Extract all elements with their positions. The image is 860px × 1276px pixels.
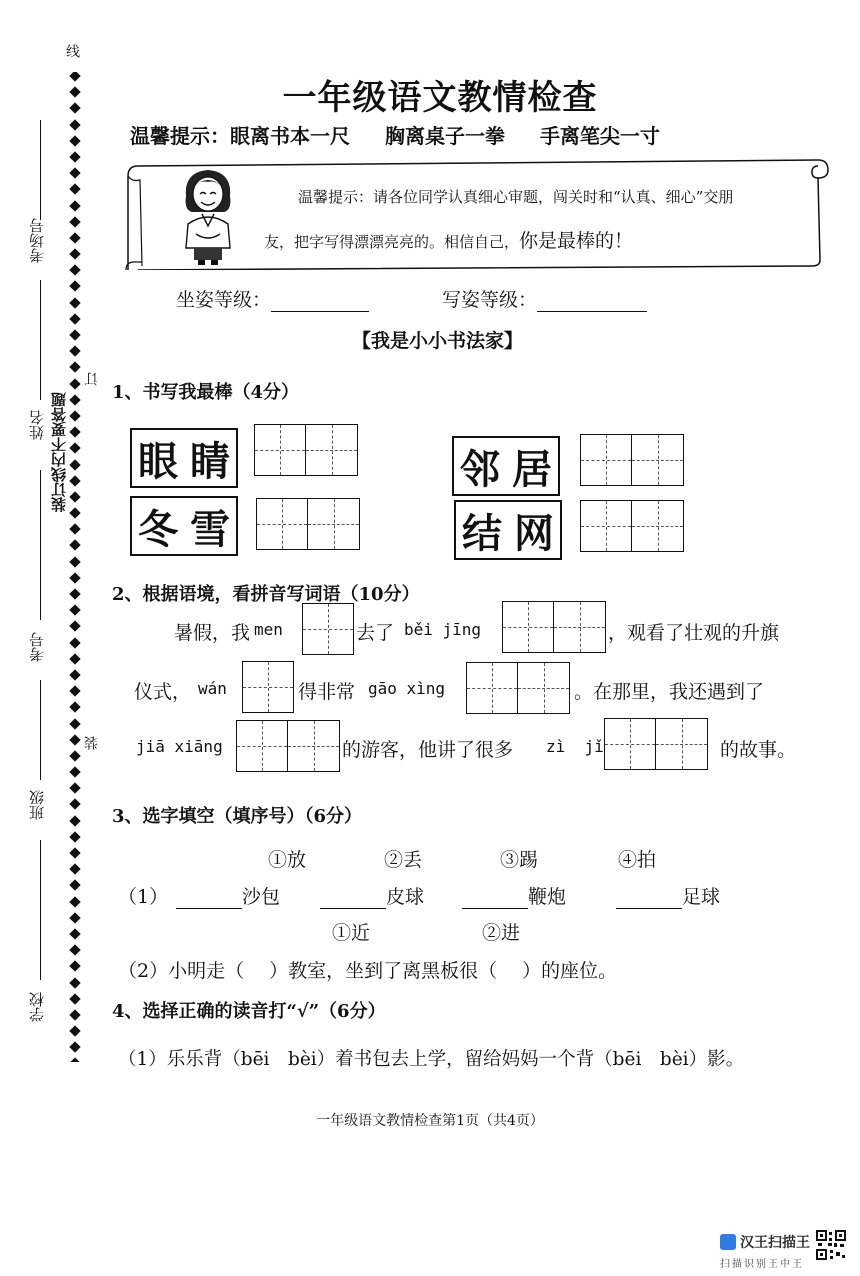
border-diamond <box>69 443 80 454</box>
border-diamond <box>69 119 80 130</box>
q3-option: ②丢 <box>384 849 423 871</box>
q3-option: ④拍 <box>618 849 657 871</box>
border-diamond <box>69 491 80 502</box>
border-diamond <box>69 588 80 599</box>
binding-rule <box>40 680 41 780</box>
border-diamond <box>69 912 80 923</box>
border-diamond <box>69 313 80 324</box>
border-diamond <box>69 475 80 486</box>
q1-title: 1、书写我最棒（4分） <box>112 382 300 403</box>
writing-grid-3[interactable] <box>256 498 360 550</box>
model-word-1 <box>130 428 238 488</box>
binding-rule <box>40 280 41 400</box>
school-label: 学校 <box>28 992 46 1022</box>
border-diamond <box>69 216 80 227</box>
border-diamond <box>69 232 80 243</box>
q4-sentence-1: （1）乐乐背（bēi bèi）着书包去上学，留给妈妈一个背（bēi bèi）影。 <box>118 1049 745 1070</box>
answer-grid-beijing[interactable] <box>502 601 606 653</box>
q3-option: ①放 <box>268 849 307 871</box>
q3-word: 皮球 <box>386 886 425 908</box>
border-diamond <box>69 248 80 259</box>
border-diamond <box>69 265 80 276</box>
border-diamond <box>69 944 80 955</box>
scroll-line-1: 温馨提示：请各位同学认真细心审题，闯关时和“认真、细心”交朋 <box>298 188 734 206</box>
border-diamond <box>69 993 80 1004</box>
q3-word: 足球 <box>682 886 721 908</box>
model-char: 雪 <box>190 505 230 553</box>
border-diamond <box>69 685 80 696</box>
model-word-4 <box>454 500 562 560</box>
exam-no-label: 考号 <box>28 632 46 662</box>
q3-option: ①近 <box>332 922 371 944</box>
border-diamond <box>69 669 80 680</box>
border-diamond <box>69 1058 80 1062</box>
q3-item-1-c <box>462 882 566 909</box>
q3-option: ③踢 <box>500 849 539 871</box>
model-char: 邻 <box>460 445 500 493</box>
binding-ding-mark: 订 <box>84 372 100 386</box>
q3-sentence-2: （2）小明走（ ）教室，坐到了离黑板很（ ）的座位。 <box>118 960 618 982</box>
page-footer: 一年级语文教情检查第1页（共4页） <box>316 1113 544 1129</box>
tianzi-cell[interactable] <box>632 500 684 552</box>
q3-word: 鞭炮 <box>528 886 567 908</box>
binding-line-mark: 线 <box>64 44 80 58</box>
border-diamond <box>69 783 80 794</box>
answer-grid-ziji[interactable] <box>604 718 708 770</box>
q2-l2c: 。在那里，我还遇到了 <box>574 681 765 703</box>
answer-grid-gaoxing[interactable] <box>466 662 570 714</box>
tianzi-cell[interactable] <box>580 500 632 552</box>
border-diamond <box>69 524 80 535</box>
q3-item-1-a <box>176 882 280 909</box>
border-diamond <box>69 459 80 470</box>
border-diamond <box>69 1009 80 1020</box>
border-diamond <box>69 1042 80 1053</box>
tianzi-cell[interactable] <box>306 424 358 476</box>
writing-grade-label: 写姿等级： <box>442 289 538 311</box>
binding-diamond-border <box>68 72 82 1062</box>
border-diamond <box>69 637 80 648</box>
binding-zhuang-mark: 装 <box>84 736 100 750</box>
sitting-grade-blank[interactable] <box>271 291 369 312</box>
q2-l3a: 的游客，他讲了很多 <box>342 739 514 761</box>
border-diamond <box>69 847 80 858</box>
answer-grid-jiaxiang[interactable] <box>236 720 340 772</box>
tianzi-cell[interactable] <box>288 720 340 772</box>
qr-code-icon <box>816 1230 846 1260</box>
border-diamond <box>69 815 80 826</box>
pinyin-beijing: běi jīng <box>404 620 482 639</box>
border-diamond <box>69 151 80 162</box>
page-title: 一年级语文教情检查 <box>282 78 598 118</box>
border-diamond <box>69 799 80 810</box>
q2-l1b: 去了 <box>356 622 395 644</box>
q3-item-1-num: （1） <box>118 886 169 908</box>
q3-blank[interactable] <box>462 888 528 909</box>
writing-grade <box>442 285 647 312</box>
tianzi-cell[interactable] <box>256 498 308 550</box>
border-diamond <box>69 880 80 891</box>
tianzi-cell[interactable] <box>580 434 632 486</box>
model-char: 结 <box>462 509 502 557</box>
border-diamond <box>69 766 80 777</box>
tip-part-1: 温馨提示：眼离书本一尺 <box>130 124 350 148</box>
border-diamond <box>69 621 80 632</box>
border-diamond <box>69 410 80 421</box>
scanner-logo-icon <box>720 1234 736 1250</box>
watermark-slogan: 扫描识别王中王 <box>720 1259 804 1270</box>
tianzi-cell[interactable] <box>502 601 554 653</box>
tianzi-cell[interactable] <box>302 603 354 655</box>
sitting-grade-label: 坐姿等级： <box>176 289 272 311</box>
border-diamond <box>69 831 80 842</box>
border-diamond <box>69 572 80 583</box>
q2-l1c: ，观看了壮观的升旗 <box>608 622 780 644</box>
q3-blank[interactable] <box>616 888 682 909</box>
no-answer-note: 装订线内不要答题 <box>50 392 68 512</box>
tianzi-cell[interactable] <box>308 498 360 550</box>
tianzi-cell[interactable] <box>554 601 606 653</box>
class-label: 班级 <box>28 790 46 820</box>
border-diamond <box>69 426 80 437</box>
scroll-banner <box>118 152 830 270</box>
border-diamond <box>69 540 80 551</box>
q2-l3b: 的故事。 <box>720 739 797 761</box>
border-diamond <box>69 977 80 988</box>
border-diamond <box>69 184 80 195</box>
border-diamond <box>69 297 80 308</box>
model-char: 居 <box>512 445 552 493</box>
binding-rule <box>40 120 41 220</box>
name-label: 姓名 <box>28 410 46 440</box>
tianzi-cell[interactable] <box>604 718 656 770</box>
border-diamond <box>69 507 80 518</box>
model-char: 冬 <box>138 505 178 553</box>
writing-grid-2[interactable] <box>580 434 684 486</box>
pinyin-jiaxiang: jiā xiāng <box>136 737 223 756</box>
tianzi-cell[interactable] <box>236 720 288 772</box>
border-diamond <box>69 346 80 357</box>
answer-grid-wan[interactable] <box>242 661 294 713</box>
border-diamond <box>69 653 80 664</box>
border-diamond <box>69 378 80 389</box>
pinyin-men: men <box>254 620 283 639</box>
sitting-grade <box>176 285 369 312</box>
q3-item-1-b <box>320 882 424 909</box>
model-char: 眼 <box>138 437 178 485</box>
border-diamond <box>69 734 80 745</box>
border-diamond <box>69 167 80 178</box>
pinyin-gaoxing: gāo xìng <box>368 679 446 698</box>
q3-blank[interactable] <box>176 888 242 909</box>
tianzi-cell[interactable] <box>254 424 306 476</box>
pinyin-wan: wán <box>198 679 227 698</box>
border-diamond <box>69 329 80 340</box>
tianzi-cell[interactable] <box>632 434 684 486</box>
q2-l2a: 仪式， <box>134 681 192 703</box>
scroll-line-2a: 友，把字写得漂漂亮亮的。相信自己， <box>264 233 520 251</box>
model-char: 网 <box>514 509 554 557</box>
q2-title: 2、根据语境，看拼音写词语（10分） <box>112 584 420 605</box>
border-diamond <box>69 200 80 211</box>
tianzi-cell[interactable] <box>466 662 518 714</box>
q3-item-1-d <box>616 882 720 909</box>
q4-title: 4、选择正确的读音打“√”（6分） <box>112 1001 386 1022</box>
q3-word: 沙包 <box>242 886 281 908</box>
border-diamond <box>69 702 80 713</box>
q2-l2b: 得非常 <box>298 681 356 703</box>
border-diamond <box>69 928 80 939</box>
binding-rule <box>40 840 41 980</box>
border-diamond <box>69 135 80 146</box>
model-word-2 <box>452 436 560 496</box>
q3-option: ②进 <box>482 922 521 944</box>
scroll-line-2 <box>264 226 633 253</box>
border-diamond <box>69 718 80 729</box>
border-diamond <box>69 896 80 907</box>
q2-l1a: 暑假，我 <box>174 622 251 644</box>
tip-part-3: 手离笔尖一寸 <box>539 124 660 148</box>
border-diamond <box>69 362 80 373</box>
q3-blank[interactable] <box>320 888 386 909</box>
border-diamond <box>69 1025 80 1036</box>
model-char: 睛 <box>190 437 230 485</box>
tianzi-cell[interactable] <box>518 662 570 714</box>
pinyin-ziji: zì jǐ <box>546 737 604 756</box>
writing-grid-1[interactable] <box>254 424 358 476</box>
border-diamond <box>69 556 80 567</box>
border-diamond <box>69 605 80 616</box>
border-diamond <box>69 864 80 875</box>
teacher-cartoon-icon <box>174 166 242 266</box>
border-diamond <box>69 750 80 761</box>
writing-grid-4[interactable] <box>580 500 684 552</box>
section-title: 【我是小小书法家】 <box>352 330 524 352</box>
border-diamond <box>69 394 80 405</box>
posture-tip <box>130 120 688 149</box>
tianzi-cell[interactable] <box>242 661 294 713</box>
q3-title: 3、选字填空（填序号）（6分） <box>112 806 363 827</box>
binding-rule <box>40 470 41 620</box>
watermark-brand: 汉王扫描王 <box>740 1234 810 1250</box>
border-diamond <box>69 281 80 292</box>
border-diamond <box>69 961 80 972</box>
scanner-watermark <box>720 1232 810 1270</box>
answer-grid-men[interactable] <box>302 603 354 655</box>
scroll-line-2b: 你是最棒的！ <box>519 230 634 252</box>
exam-room-label: 考场号 <box>28 218 46 263</box>
model-word-3 <box>130 496 238 556</box>
tip-part-2: 胸离桌子一拳 <box>384 124 505 148</box>
writing-grade-blank[interactable] <box>537 291 647 312</box>
tianzi-cell[interactable] <box>656 718 708 770</box>
